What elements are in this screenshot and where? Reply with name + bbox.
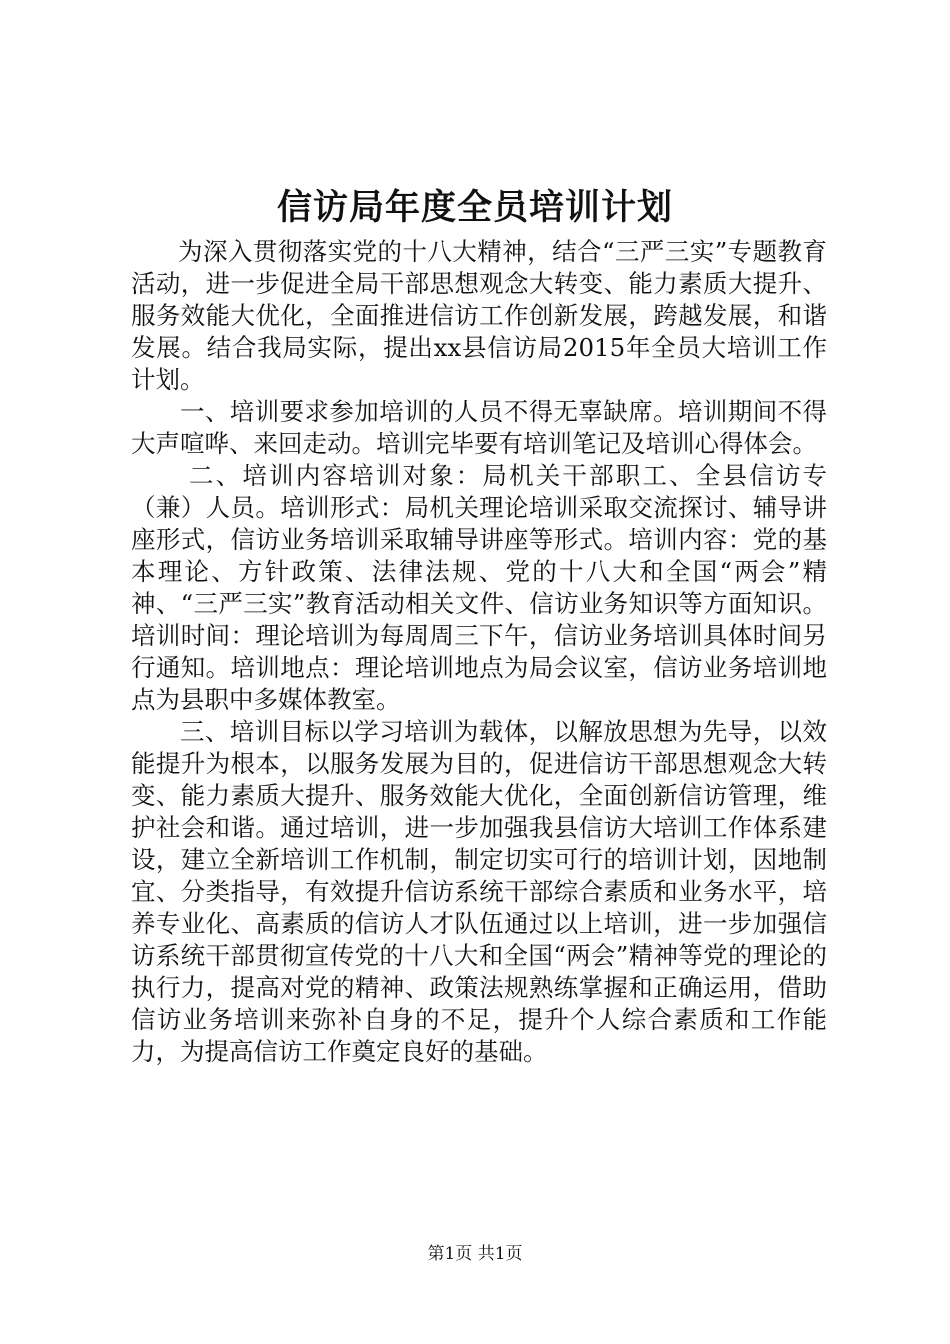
document-body [131,236,827,1068]
document-title: 信访局年度全员培训计划 [276,187,673,228]
paragraph-training-requirements: 一、培训要求参加培训的人员不得无辜缺席。培训期间不得大声喧哗、来回走动。培训完毕要有培训笔记及培训心得体会。 [131,397,827,458]
paragraph-training-goals: 三、培训目标以学习培训为载体，以解放思想为先导，以效能提升为根本，以服务发展为目的，促进信访干部思想观念大转变、能力素质大提升、服务效能大优化，全面创新信访管理，维护社会和谐。通过培训，进一步加强我县信访大培训工作体系建设，建立全新培训工作机制，制定切实可行的培训计划，因地制宜、分类指导，有效提升信访系统干部综合素质和业务水平，培养专业化、高素质的信访人才队伍通过以上培训，进一步加强信访系统干部贯彻宣传党的十八大和全国“两会”精神等党的理论的执行力，提高对党的精神、政策法规熟练掌握和正确运用，借助信访业务培训来弥补自身的不足，提升个人综合素质和工作能力，为提高信访工作奠定良好的基础。 [131,717,827,1066]
page-footer: 第1页 共1页 [427,1244,523,1264]
paragraph-training-content: 二、培训内容培训对象：局机关干部职工、全县信访专（兼）人员。培训形式：局机关理论培训采取交流探讨、辅导讲座形式，信访业务培训采取辅导讲座等形式。培训内容：党的基本理论、方针政策、法律法规、党的十八大和全国“两会”精神、“三严三实”教育活动相关文件、信访业务知识等方面知识。培训时间：理论培训为每周周三下午，信访业务培训具体时间另行通知。培训地点：理论培训地点为局会议室，信访业务培训地点为县职中多媒体教室。 [131,461,827,714]
paragraph-intro: 为深入贯彻落实党的十八大精神，结合“三严三实”专题教育活动，进一步促进全局干部思想观念大转变、能力素质大提升、服务效能大优化，全面推进信访工作创新发展，跨越发展，和谐发展。结合我局实际，提出xx县信访局2015年全员大培训工作计划。 [131,237,827,394]
